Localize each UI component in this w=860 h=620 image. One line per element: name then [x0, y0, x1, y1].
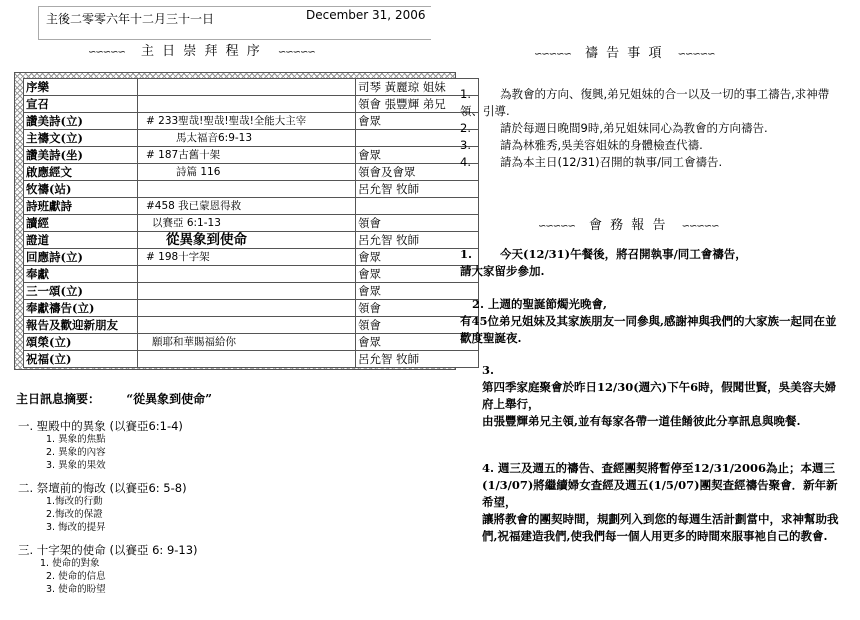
program-content: 以賽亞 6:1-13: [138, 215, 356, 232]
report-heading: [538, 214, 719, 233]
prayer-title: 禱 告 事 項: [585, 46, 664, 61]
program-content: # 198十字架: [138, 249, 356, 266]
outline-section: [18, 420, 198, 472]
program-content: 詩篇 116: [138, 164, 356, 181]
wave-ornament-icon: ∽∽∽∽∽: [681, 221, 719, 232]
program-table: [23, 78, 479, 368]
program-content: [138, 351, 356, 368]
program-row: [24, 283, 479, 300]
sermon-label: 主日訊息摘要：: [16, 392, 101, 406]
sermon-summary: [16, 390, 212, 407]
program-item: 讀經: [24, 215, 138, 232]
outline-point: 2.悔改的保證: [46, 509, 103, 520]
program-row: [24, 130, 479, 147]
wave-ornament-icon: ∽∽∽∽∽: [88, 47, 125, 58]
sermon-outline: [18, 420, 198, 606]
program-content: #458 我已蒙恩得救: [138, 198, 356, 215]
outline-point: 3. 悔改的提昇: [46, 522, 106, 533]
program-person: 呂允智 牧師: [356, 181, 479, 198]
program-row: [24, 266, 479, 283]
program-heading: [88, 40, 315, 59]
program-content: 馬太福音6:9-13: [138, 130, 356, 147]
outline-heading: 一. 聖殿中的異象 (以賽亞6:1-4): [18, 419, 183, 433]
program-row: [24, 249, 479, 266]
program-item: 詩班獻詩: [24, 198, 138, 215]
program-item: 證道: [24, 232, 138, 249]
program-item: 讚美詩(坐): [24, 147, 138, 164]
program-item: 宣召: [24, 96, 138, 113]
program-person: 會眾: [356, 334, 479, 351]
outline-point: 3. 使命的盼望: [46, 584, 106, 595]
program-person: 領會: [356, 215, 479, 232]
program-person: 會眾: [356, 147, 479, 164]
wave-ornament-icon: ∽∽∽∽∽: [277, 47, 315, 58]
wave-ornament-icon: ∽∽∽∽∽: [534, 49, 571, 60]
program-item: 奉獻禱告(立): [24, 300, 138, 317]
sermon-title: “從異象到使命”: [126, 392, 213, 406]
report-item-4: 4. 週三及週五的禱告、查經團契將暫停至12/31/2006為止；本週三(1/3/07)將繼續婦女查經及週五(1/5/07)團契查經禱告聚會．新年新希望， 讓將教會的團契時間，規劃列入到您的每週生活計劃當中，求神幫助我們,祝福建造我們,使我們每一個人用更多的時間來服事祂自己的教會.: [482, 461, 839, 543]
program-row: [24, 164, 479, 181]
outline-point: 2. 異象的內容: [46, 447, 106, 458]
program-item: 奉獻: [24, 266, 138, 283]
program-item: 讚美詩(立): [24, 113, 138, 130]
wave-ornament-icon: ∽∽∽∽∽: [538, 221, 575, 232]
prayer-item: 1. 為教會的方向、復興,弟兄姐妹的合一以及一切的事工禱告,求神帶領、引導.: [460, 87, 830, 118]
report-item-2: 2. 上週的聖誕節燭光晚會, 有45位弟兄姐妹及其家族朋友一同參與,感謝神與我們的大家族一起同在並歡度聖誕夜.: [460, 297, 837, 345]
program-item: 牧禱(站): [24, 181, 138, 198]
outline-point: 1. 使命的對象: [40, 558, 100, 569]
program-item: 頌榮(立): [24, 334, 138, 351]
prayer-item: 3. 請為林雅秀,吳美容姐妹的身體檢查代禱.: [460, 138, 703, 152]
outline-point: 2. 使命的信息: [46, 571, 106, 582]
program-item: 祝福(立): [24, 351, 138, 368]
program-content: 願耶和華賜福給你: [138, 334, 356, 351]
program-person: 呂允智 牧師: [356, 351, 479, 368]
program-item: 報告及歡迎新朋友: [24, 317, 138, 334]
program-content: # 187古舊十架: [138, 147, 356, 164]
program-row: [24, 300, 479, 317]
program-person: 會眾: [356, 249, 479, 266]
prayer-list: [460, 86, 844, 171]
report-title: 會 務 報 告: [589, 218, 668, 233]
date-english: December 31, 2006: [306, 8, 426, 22]
program-item: 三一頌(立): [24, 283, 138, 300]
program-row: [24, 147, 479, 164]
program-row: [24, 113, 479, 130]
prayer-item: 2. 請於每週日晚間9時,弟兄姐妹同心為教會的方向禱告.: [460, 121, 768, 135]
program-person: 會眾: [356, 113, 479, 130]
program-person: 領會: [356, 317, 479, 334]
program-item: 序樂: [24, 79, 138, 96]
program-person: 會眾: [356, 283, 479, 300]
program-person: 領會及會眾: [356, 164, 479, 181]
program-row: [24, 96, 479, 113]
program-item: 啟應經文: [24, 164, 138, 181]
program-row: [24, 181, 479, 198]
program-item: 主禱文(立): [24, 130, 138, 147]
outline-section: [18, 482, 198, 534]
program-content: [138, 300, 356, 317]
program-person: 領會 張豐輝 弟兄: [356, 96, 479, 113]
program-content: [138, 96, 356, 113]
program-row: [24, 334, 479, 351]
program-content: [138, 266, 356, 283]
program-content: 從異象到使命: [138, 232, 356, 249]
program-content: # 233聖哉!聖哉!聖哉!全能大主宰: [138, 113, 356, 130]
report-item-1: 1. 今天(12/31)午餐後，將召開執事/同工會禱告， 請大家留步參加.: [460, 247, 747, 278]
outline-heading: 三. 十字架的使命 (以賽亞 6: 9-13): [18, 543, 198, 557]
program-row: [24, 79, 479, 96]
outline-point: 1.悔改的行動: [46, 496, 103, 507]
program-content: [138, 79, 356, 96]
program-row: [24, 351, 479, 368]
date-chinese: 主後二零零六年十二月三十一日: [46, 12, 215, 26]
program-row: [24, 198, 479, 215]
report-item-3: 3. 第四季家庭聚會於昨日12/30(週六)下午6時，假聞世賢，吳美容夫婦府上舉行， 由張豐輝弟兄主領,並有每家各帶一道佳餚彼此分享訊息與晚餐.: [482, 363, 837, 428]
program-row: [24, 215, 479, 232]
wave-ornament-icon: ∽∽∽∽∽: [677, 49, 715, 60]
outline-heading: 二. 祭壇前的悔改 (以賽亞6: 5-8): [18, 481, 187, 495]
program-row: [24, 232, 479, 249]
prayer-item: 4. 請為本主日(12/31)召開的執事/同工會禱告.: [460, 155, 723, 169]
program-person: 司琴 黃麗琼 姐妹: [356, 79, 479, 96]
program-person: [356, 198, 479, 215]
program-row: [24, 317, 479, 334]
program-person: 會眾: [356, 266, 479, 283]
program-content: [138, 181, 356, 198]
program-person: 呂允智 牧師: [356, 232, 479, 249]
program-content: [138, 283, 356, 300]
outline-point: 1. 異象的焦點: [46, 434, 106, 445]
outline-section: [18, 544, 198, 596]
outline-point: 3. 異象的果效: [46, 460, 106, 471]
program-content: [138, 317, 356, 334]
program-title: 主 日 崇 拜 程 序: [141, 44, 262, 59]
prayer-heading: [534, 42, 715, 61]
program-person: 領會: [356, 300, 479, 317]
program-item: 回應詩(立): [24, 249, 138, 266]
